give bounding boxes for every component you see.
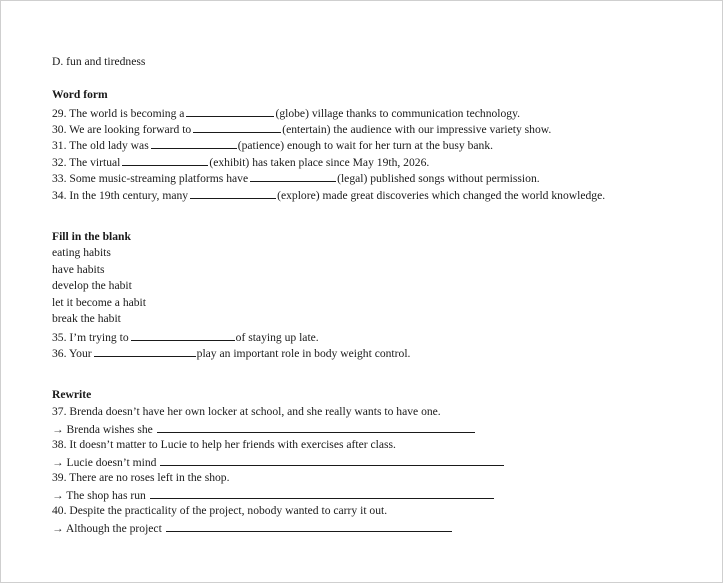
rewrite-38-prompt: → Lucie doesn’t mind	[52, 456, 157, 469]
question-38: 38. It doesn’t matter to Lucie to help her friends with exercises after class.	[52, 438, 396, 451]
rewrite-39	[52, 487, 494, 503]
option-d: D. fun and tiredness	[52, 55, 146, 68]
answer-blank-31[interactable]	[151, 137, 237, 149]
question-36	[52, 345, 410, 361]
option-let-it-become-a-habit: let it become a habit	[52, 296, 147, 309]
question-33-text: 33. Some music-streaming platforms have	[52, 172, 249, 185]
rewrite-37	[52, 421, 475, 437]
answer-blank-36[interactable]	[94, 345, 196, 357]
answer-blank-33[interactable]	[250, 170, 336, 182]
question-39: 39. There are no roses left in the shop.	[52, 471, 230, 484]
question-34	[52, 187, 605, 203]
rewrite-37-prompt: → Brenda wishes she	[52, 423, 153, 436]
question-40: 40. Despite the practicality of the project, nobody wanted to carry it out.	[52, 504, 388, 517]
rewrite-40	[52, 520, 452, 536]
question-29-rest: (globe) village thanks to communication technology.	[275, 107, 521, 120]
answer-blank-32[interactable]	[122, 154, 208, 166]
answer-blank-34[interactable]	[190, 187, 276, 199]
option-have-habits: have habits	[52, 263, 105, 276]
answer-blank-30[interactable]	[193, 121, 281, 133]
question-31-text: 31. The old lady was	[52, 139, 149, 152]
option-develop-the-habit: develop the habit	[52, 279, 132, 292]
rewrite-38	[52, 454, 504, 470]
question-30	[52, 121, 551, 137]
fill-blank-heading: Fill in the blank	[52, 230, 131, 243]
question-32-text: 32. The virtual	[52, 156, 121, 169]
question-32	[52, 154, 429, 170]
rewrite-37-answer-line[interactable]	[157, 421, 475, 433]
word-form-heading: Word form	[52, 88, 108, 101]
rewrite-heading: Rewrite	[52, 388, 92, 401]
question-36-rest: play an important role in body weight control.	[196, 347, 411, 360]
question-35-text: 35. I’m trying to	[52, 331, 129, 344]
option-break-the-habit: break the habit	[52, 312, 121, 325]
rewrite-40-answer-line[interactable]	[166, 520, 452, 532]
question-29-text: 29. The world is becoming a	[52, 107, 185, 120]
question-37: 37. Brenda doesn’t have her own locker at school, and she really wants to have one.	[52, 405, 441, 418]
question-31	[52, 137, 493, 153]
question-35-rest: of staying up late.	[235, 331, 319, 344]
question-36-text: 36. Your	[52, 347, 92, 360]
answer-blank-35[interactable]	[131, 329, 235, 341]
question-30-text: 30. We are looking forward to	[52, 123, 192, 136]
question-30-rest: (entertain) the audience with our impressive variety show.	[282, 123, 552, 136]
rewrite-39-prompt: → The shop has run	[52, 489, 146, 502]
rewrite-40-prompt: → Although the project	[52, 522, 162, 535]
question-35	[52, 329, 319, 345]
answer-blank-29[interactable]	[186, 105, 274, 117]
rewrite-38-answer-line[interactable]	[160, 454, 504, 466]
question-29	[52, 105, 520, 121]
option-eating-habits: eating habits	[52, 246, 111, 259]
rewrite-39-answer-line[interactable]	[150, 487, 494, 499]
question-34-rest: (explore) made great discoveries which changed the world knowledge.	[277, 189, 606, 202]
question-34-text: 34. In the 19th century, many	[52, 189, 189, 202]
question-31-rest: (patience) enough to wait for her turn at the busy bank.	[237, 139, 494, 152]
question-32-rest: (exhibit) has taken place since May 19th, 2026.	[209, 156, 430, 169]
question-33	[52, 170, 540, 186]
question-33-rest: (legal) published songs without permission.	[337, 172, 540, 185]
